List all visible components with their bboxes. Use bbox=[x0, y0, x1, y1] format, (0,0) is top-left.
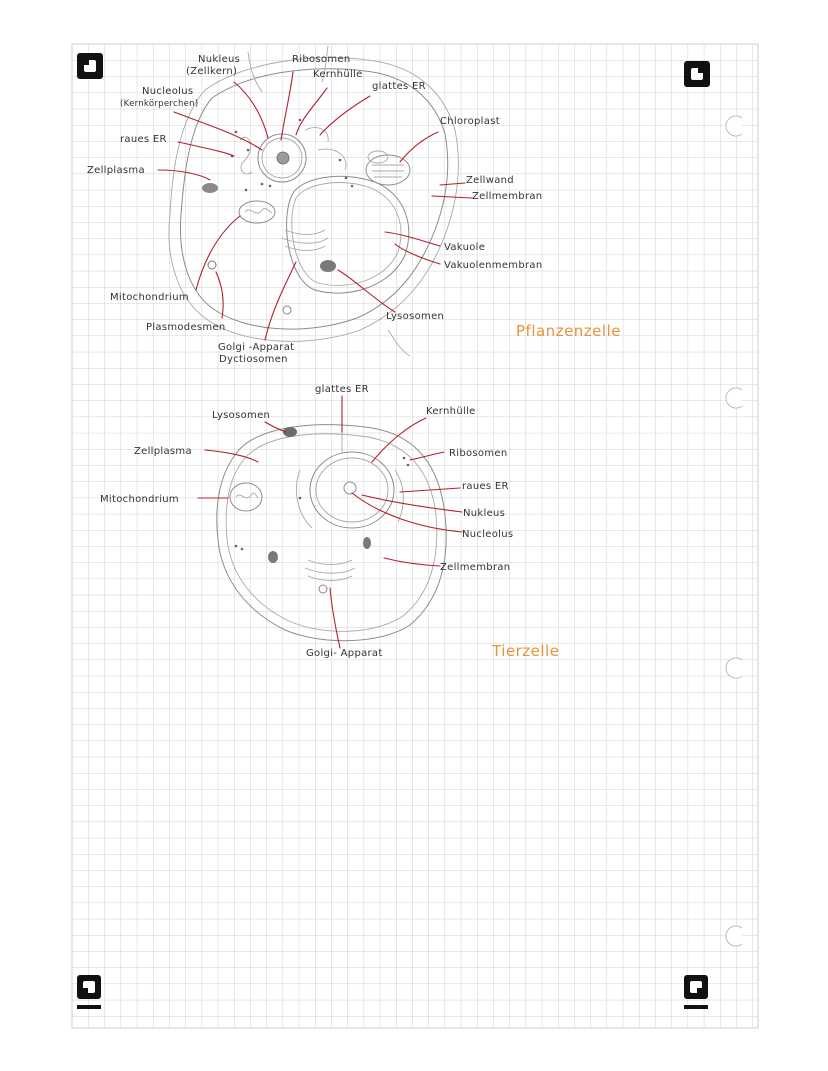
plant-label-golgi: Golgi -Apparat bbox=[218, 342, 295, 353]
animal-label-ribosomen: Ribosomen bbox=[449, 448, 508, 459]
plant-label-dictyosomen: Dyctiosomen bbox=[219, 354, 288, 365]
plant-label-lysosomen: Lysosomen bbox=[386, 311, 445, 322]
grid-paper bbox=[72, 44, 758, 1028]
plant-label-vakuolenmembran: Vakuolenmembran bbox=[444, 260, 543, 271]
top-left-marker-icon bbox=[77, 53, 103, 79]
animal-label-zellplasma: Zellplasma bbox=[134, 446, 192, 457]
plant-label-zellmembran: Zellmembran bbox=[472, 191, 543, 202]
plant-cell-title: Pflanzenzelle bbox=[516, 322, 621, 340]
animal-label-nukleus: Nukleus bbox=[463, 508, 506, 519]
plant-label-kernkoerperchen: (Kernkörperchen) bbox=[120, 99, 199, 109]
animal-label-mitochondrium: Mitochondrium bbox=[100, 494, 179, 505]
plant-label-vakuole: Vakuole bbox=[444, 242, 486, 253]
animal-label-raues-er: raues ER bbox=[462, 481, 509, 492]
plant-label-plasmodesmen: Plasmodesmen bbox=[146, 322, 226, 333]
animal-label-golgi: Golgi- Apparat bbox=[306, 648, 383, 659]
animal-label-zellmembran: Zellmembran bbox=[440, 562, 511, 573]
plant-label-zellplasma: Zellplasma bbox=[87, 165, 145, 176]
animal-label-glattes-er: glattes ER bbox=[315, 384, 369, 395]
plant-label-zellwand: Zellwand bbox=[466, 175, 514, 186]
animal-label-kernhuelle: Kernhülle bbox=[426, 406, 476, 417]
plant-label-chloroplast: Chloroplast bbox=[440, 116, 500, 127]
animal-cell-title: Tierzelle bbox=[492, 642, 560, 660]
plant-label-kernhuelle: Kernhülle bbox=[313, 69, 363, 80]
top-right-marker-icon bbox=[684, 61, 710, 87]
plant-label-mitochondrium: Mitochondrium bbox=[110, 292, 189, 303]
animal-label-nucleolus: Nucleolus bbox=[462, 529, 514, 540]
plant-label-ribosomen: Ribosomen bbox=[292, 54, 351, 65]
animal-label-lysosomen: Lysosomen bbox=[212, 410, 271, 421]
plant-label-raues-er: raues ER bbox=[120, 134, 167, 145]
plant-label-nukleus: Nukleus bbox=[198, 54, 241, 65]
plant-label-zellkern: (Zellkern) bbox=[186, 66, 238, 77]
plant-label-nucleolus: Nucleolus bbox=[142, 86, 194, 97]
plant-label-glattes-er: glattes ER bbox=[372, 81, 426, 92]
